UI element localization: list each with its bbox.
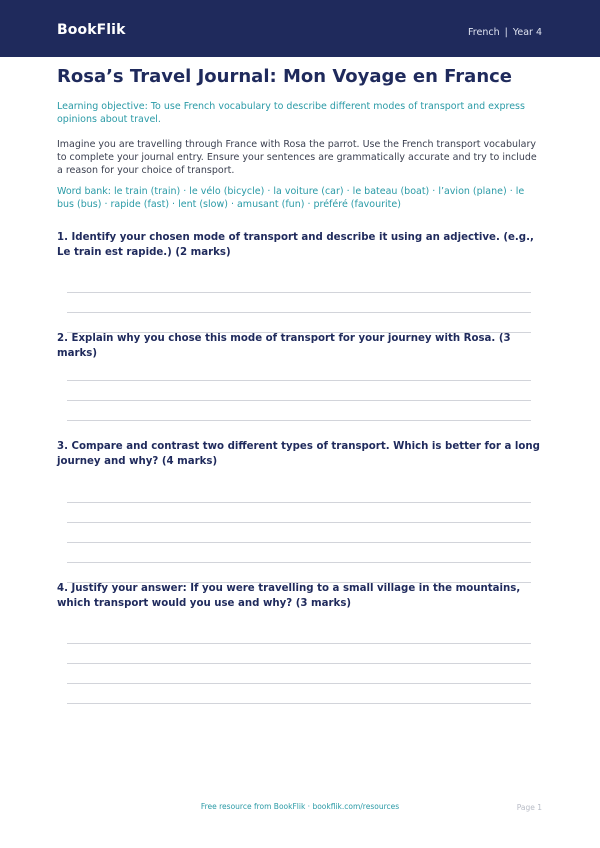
instructions: Imagine you are travelling through France with Rosa the parrot. Use the French transport vocabulary to complete your journal entry. Ensure your sentences are grammatically accurate and try to include a reason for your choice of transport. <box>57 139 537 176</box>
subject-label: French <box>468 27 500 38</box>
year-label: Year 4 <box>512 27 542 38</box>
answer-line[interactable] <box>67 502 531 503</box>
word-bank: Word bank: le train (train) · le vélo (bicycle) · la voiture (car) · le bateau (boat) · l’avion (plane) · le bus (bus) · rapide (fast) · lent (slow) · amusant (fun) · préféré (favourite) <box>57 186 525 210</box>
question-4: 4. Justify your answer: If you were travelling to a small village in the mountains, which transport would you use and why? (3 marks) <box>57 583 521 609</box>
page-number: Page 1 <box>516 803 542 812</box>
question-1: 1. Identify your chosen mode of transport and describe it using an adjective. (e.g., Le train est rapide.) (2 marks) <box>57 232 534 258</box>
answer-line[interactable] <box>67 683 531 684</box>
page-title: Rosa’s Travel Journal: Mon Voyage en France <box>57 66 513 87</box>
header-bar <box>0 0 600 57</box>
answer-line[interactable] <box>67 420 531 421</box>
answer-line[interactable] <box>67 312 531 313</box>
answer-line[interactable] <box>67 542 531 543</box>
answer-line[interactable] <box>67 292 531 293</box>
answer-line[interactable] <box>67 643 531 644</box>
answer-line[interactable] <box>67 703 531 704</box>
answer-line[interactable] <box>67 663 531 664</box>
footer-link[interactable]: Free resource from BookFlik · bookflik.com/resources <box>200 802 400 811</box>
answer-line[interactable] <box>67 380 531 381</box>
learning-objective: Learning objective: To use French vocabulary to describe different modes of transport and express opinions about travel. <box>57 101 525 125</box>
subject-meta <box>468 27 542 38</box>
brand-logo[interactable]: BookFlik <box>57 22 126 38</box>
answer-line[interactable] <box>67 400 531 401</box>
meta-separator: | <box>504 27 508 38</box>
question-3: 3. Compare and contrast two different types of transport. Which is better for a long journey and why? (4 marks) <box>57 441 540 467</box>
answer-line[interactable] <box>67 522 531 523</box>
answer-line[interactable] <box>67 562 531 563</box>
question-2: 2. Explain why you chose this mode of transport for your journey with Rosa. (3 marks) <box>57 333 511 359</box>
